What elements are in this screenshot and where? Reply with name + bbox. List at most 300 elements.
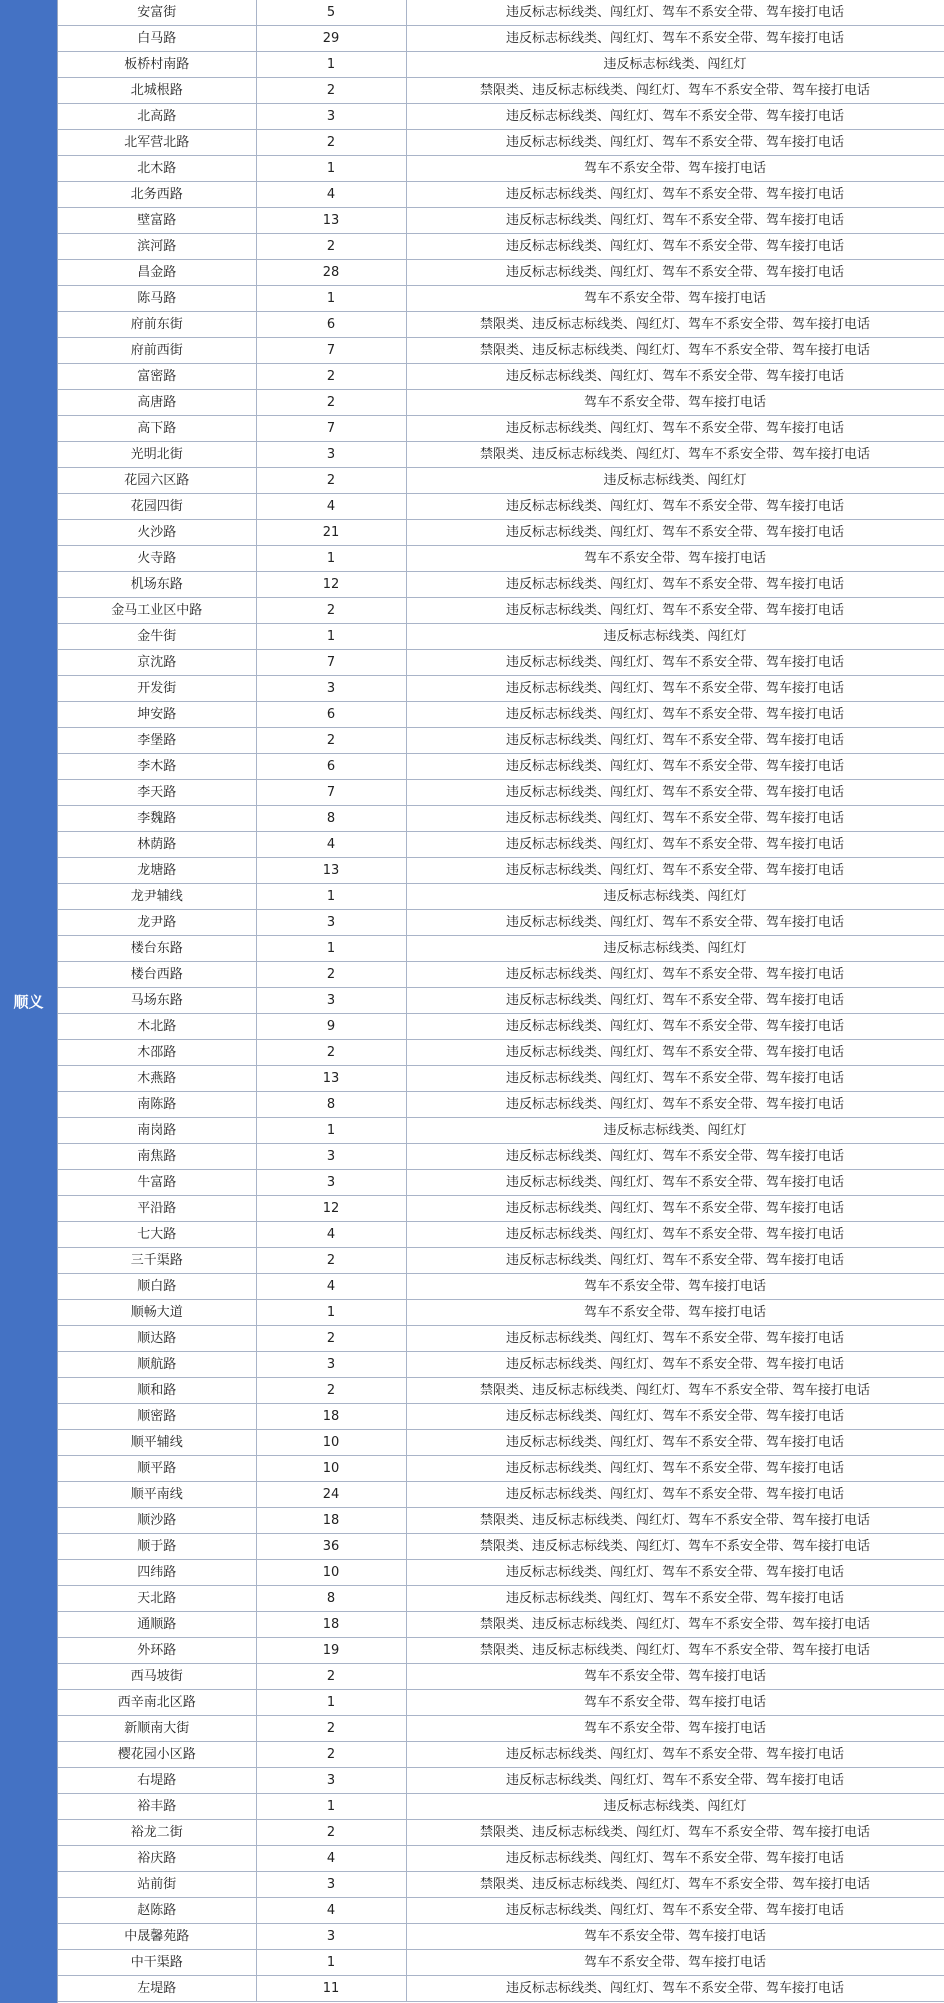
- road-name-cell: 火寺路: [58, 546, 256, 572]
- table-row: [58, 962, 944, 988]
- road-name-cell: 昌金路: [58, 260, 256, 286]
- violation-types-cell: 违反标志标线类、闯红灯、驾车不系安全带、驾车接打电话: [406, 1560, 944, 1586]
- road-name-cell: 北军营北路: [58, 130, 256, 156]
- violation-types-cell: 违反标志标线类、闯红灯: [406, 52, 944, 78]
- violation-types-cell: 违反标志标线类、闯红灯、驾车不系安全带、驾车接打电话: [406, 1898, 944, 1924]
- table-row: [58, 910, 944, 936]
- violation-count-cell: 4: [256, 1274, 406, 1300]
- violation-types-cell: 违反标志标线类、闯红灯、驾车不系安全带、驾车接打电话: [406, 1248, 944, 1274]
- table-row: [58, 832, 944, 858]
- violation-types-cell: 禁限类、违反标志标线类、闯红灯、驾车不系安全带、驾车接打电话: [406, 1820, 944, 1846]
- table-row: [58, 1300, 944, 1326]
- road-name-cell: 中晟馨苑路: [58, 1924, 256, 1950]
- table-row: [58, 1612, 944, 1638]
- table-row: [58, 1014, 944, 1040]
- violation-types-cell: 禁限类、违反标志标线类、闯红灯、驾车不系安全带、驾车接打电话: [406, 78, 944, 104]
- table-row: [58, 1482, 944, 1508]
- table-row: [58, 0, 944, 26]
- table-row: [58, 1456, 944, 1482]
- violation-types-cell: 禁限类、违反标志标线类、闯红灯、驾车不系安全带、驾车接打电话: [406, 1872, 944, 1898]
- table-row: [58, 1378, 944, 1404]
- violation-types-cell: 禁限类、违反标志标线类、闯红灯、驾车不系安全带、驾车接打电话: [406, 338, 944, 364]
- table-row: [58, 78, 944, 104]
- violation-types-cell: 违反标志标线类、闯红灯、驾车不系安全带、驾车接打电话: [406, 1768, 944, 1794]
- violation-types-cell: 违反标志标线类、闯红灯、驾车不系安全带、驾车接打电话: [406, 754, 944, 780]
- violation-types-cell: 违反标志标线类、闯红灯、驾车不系安全带、驾车接打电话: [406, 650, 944, 676]
- violation-count-cell: 2: [256, 78, 406, 104]
- violation-types-cell: 违反标志标线类、闯红灯、驾车不系安全带、驾车接打电话: [406, 1170, 944, 1196]
- road-name-cell: 顺畅大道: [58, 1300, 256, 1326]
- road-name-cell: 府前东街: [58, 312, 256, 338]
- violation-types-cell: 违反标志标线类、闯红灯、驾车不系安全带、驾车接打电话: [406, 1430, 944, 1456]
- violation-count-cell: 2: [256, 728, 406, 754]
- table-row: [58, 1274, 944, 1300]
- table-body: [58, 0, 944, 2002]
- road-name-cell: 裕丰路: [58, 1794, 256, 1820]
- violation-types-cell: 禁限类、违反标志标线类、闯红灯、驾车不系安全带、驾车接打电话: [406, 442, 944, 468]
- road-name-cell: 京沈路: [58, 650, 256, 676]
- violation-count-cell: 1: [256, 884, 406, 910]
- road-name-cell: 高唐路: [58, 390, 256, 416]
- table-row: [58, 1664, 944, 1690]
- violation-types-cell: 违反标志标线类、闯红灯、驾车不系安全带、驾车接打电话: [406, 962, 944, 988]
- violation-types-cell: 违反标志标线类、闯红灯、驾车不系安全带、驾车接打电话: [406, 208, 944, 234]
- violation-count-cell: 2: [256, 1820, 406, 1846]
- violation-count-cell: 10: [256, 1430, 406, 1456]
- table-row: [58, 676, 944, 702]
- table-row: [58, 26, 944, 52]
- road-name-cell: 通顺路: [58, 1612, 256, 1638]
- violation-count-cell: 6: [256, 754, 406, 780]
- road-name-cell: 四纬路: [58, 1560, 256, 1586]
- violation-types-cell: 驾车不系安全带、驾车接打电话: [406, 1300, 944, 1326]
- violation-types-cell: 违反标志标线类、闯红灯: [406, 468, 944, 494]
- violation-count-cell: 19: [256, 1638, 406, 1664]
- violation-count-cell: 13: [256, 858, 406, 884]
- road-name-cell: 外环路: [58, 1638, 256, 1664]
- violation-types-cell: 违反标志标线类、闯红灯、驾车不系安全带、驾车接打电话: [406, 572, 944, 598]
- violation-count-cell: 12: [256, 1196, 406, 1222]
- violation-count-cell: 1: [256, 1118, 406, 1144]
- table-row: [58, 286, 944, 312]
- road-name-cell: 顺密路: [58, 1404, 256, 1430]
- violation-types-cell: 违反标志标线类、闯红灯、驾车不系安全带、驾车接打电话: [406, 1196, 944, 1222]
- road-name-cell: 顺于路: [58, 1534, 256, 1560]
- violation-count-cell: 4: [256, 182, 406, 208]
- road-name-cell: 滨河路: [58, 234, 256, 260]
- violation-types-cell: 违反标志标线类、闯红灯、驾车不系安全带、驾车接打电话: [406, 364, 944, 390]
- violation-count-cell: 13: [256, 208, 406, 234]
- table-row: [58, 1638, 944, 1664]
- violation-types-cell: 违反标志标线类、闯红灯、驾车不系安全带、驾车接打电话: [406, 806, 944, 832]
- table-row: [58, 884, 944, 910]
- road-name-cell: 顺平辅线: [58, 1430, 256, 1456]
- violation-types-cell: 驾车不系安全带、驾车接打电话: [406, 1664, 944, 1690]
- violation-count-cell: 7: [256, 650, 406, 676]
- table-row: [58, 1716, 944, 1742]
- road-name-cell: 裕龙二街: [58, 1820, 256, 1846]
- violation-count-cell: 3: [256, 910, 406, 936]
- violation-types-cell: 违反标志标线类、闯红灯、驾车不系安全带、驾车接打电话: [406, 1742, 944, 1768]
- violation-count-cell: 1: [256, 52, 406, 78]
- road-name-cell: 李魏路: [58, 806, 256, 832]
- violation-count-cell: 3: [256, 442, 406, 468]
- violation-types-cell: 违反标志标线类、闯红灯: [406, 884, 944, 910]
- road-name-cell: 坤安路: [58, 702, 256, 728]
- violation-types-cell: 违反标志标线类、闯红灯、驾车不系安全带、驾车接打电话: [406, 598, 944, 624]
- road-name-cell: 牛富路: [58, 1170, 256, 1196]
- violation-types-cell: 禁限类、违反标志标线类、闯红灯、驾车不系安全带、驾车接打电话: [406, 1638, 944, 1664]
- road-name-cell: 李堡路: [58, 728, 256, 754]
- violation-types-cell: 禁限类、违反标志标线类、闯红灯、驾车不系安全带、驾车接打电话: [406, 1508, 944, 1534]
- table-row: [58, 1196, 944, 1222]
- violation-count-cell: 10: [256, 1560, 406, 1586]
- road-violation-table: [58, 0, 944, 2002]
- violation-types-cell: 违反标志标线类、闯红灯: [406, 1118, 944, 1144]
- violation-count-cell: 2: [256, 1742, 406, 1768]
- table-row: [58, 1846, 944, 1872]
- table-row: [58, 1222, 944, 1248]
- table-row: [58, 1534, 944, 1560]
- road-name-cell: 木燕路: [58, 1066, 256, 1092]
- violation-count-cell: 3: [256, 104, 406, 130]
- violation-types-cell: 违反标志标线类、闯红灯、驾车不系安全带、驾车接打电话: [406, 1586, 944, 1612]
- table-row: [58, 156, 944, 182]
- table-row: [58, 1976, 944, 2002]
- violation-types-cell: 违反标志标线类、闯红灯、驾车不系安全带、驾车接打电话: [406, 234, 944, 260]
- violation-count-cell: 2: [256, 468, 406, 494]
- violation-count-cell: 28: [256, 260, 406, 286]
- road-name-cell: 李木路: [58, 754, 256, 780]
- violation-types-cell: 驾车不系安全带、驾车接打电话: [406, 546, 944, 572]
- violation-types-cell: 违反标志标线类、闯红灯、驾车不系安全带、驾车接打电话: [406, 260, 944, 286]
- violation-types-cell: 驾车不系安全带、驾车接打电话: [406, 1950, 944, 1976]
- table-row: [58, 1768, 944, 1794]
- road-name-cell: 光明北街: [58, 442, 256, 468]
- road-name-cell: 赵陈路: [58, 1898, 256, 1924]
- violation-count-cell: 2: [256, 1326, 406, 1352]
- violation-count-cell: 2: [256, 1378, 406, 1404]
- table-row: [58, 390, 944, 416]
- violation-types-cell: 违反标志标线类、闯红灯、驾车不系安全带、驾车接打电话: [406, 1456, 944, 1482]
- violation-count-cell: 3: [256, 1170, 406, 1196]
- table-row: [58, 1794, 944, 1820]
- violation-count-cell: 8: [256, 1092, 406, 1118]
- violation-count-cell: 2: [256, 962, 406, 988]
- road-name-cell: 富密路: [58, 364, 256, 390]
- road-name-cell: 站前街: [58, 1872, 256, 1898]
- road-name-cell: 机场东路: [58, 572, 256, 598]
- road-name-cell: 金牛街: [58, 624, 256, 650]
- violation-types-cell: 违反标志标线类、闯红灯、驾车不系安全带、驾车接打电话: [406, 520, 944, 546]
- violation-count-cell: 5: [256, 0, 406, 26]
- violation-count-cell: 13: [256, 1066, 406, 1092]
- road-name-cell: 安富街: [58, 0, 256, 26]
- violation-types-cell: 违反标志标线类、闯红灯、驾车不系安全带、驾车接打电话: [406, 1326, 944, 1352]
- road-name-cell: 龙尹路: [58, 910, 256, 936]
- road-name-cell: 楼台东路: [58, 936, 256, 962]
- road-name-cell: 壁富路: [58, 208, 256, 234]
- violation-types-cell: 违反标志标线类、闯红灯: [406, 936, 944, 962]
- table-row: [58, 546, 944, 572]
- road-name-cell: 西马坡街: [58, 1664, 256, 1690]
- violation-count-cell: 6: [256, 702, 406, 728]
- violation-count-cell: 2: [256, 1248, 406, 1274]
- violation-types-cell: 违反标志标线类、闯红灯、驾车不系安全带、驾车接打电话: [406, 1014, 944, 1040]
- table-row: [58, 130, 944, 156]
- violation-types-cell: 违反标志标线类、闯红灯、驾车不系安全带、驾车接打电话: [406, 676, 944, 702]
- violation-count-cell: 2: [256, 1040, 406, 1066]
- violation-count-cell: 2: [256, 364, 406, 390]
- violation-count-cell: 12: [256, 572, 406, 598]
- table-row: [58, 1092, 944, 1118]
- violation-count-cell: 18: [256, 1612, 406, 1638]
- violation-count-cell: 8: [256, 1586, 406, 1612]
- table-row: [58, 598, 944, 624]
- road-name-cell: 板桥村南路: [58, 52, 256, 78]
- table-row: [58, 858, 944, 884]
- road-name-cell: 中干渠路: [58, 1950, 256, 1976]
- table-row: [58, 234, 944, 260]
- violation-types-cell: 禁限类、违反标志标线类、闯红灯、驾车不系安全带、驾车接打电话: [406, 1534, 944, 1560]
- road-name-cell: 裕庆路: [58, 1846, 256, 1872]
- violation-types-cell: 禁限类、违反标志标线类、闯红灯、驾车不系安全带、驾车接打电话: [406, 1612, 944, 1638]
- road-name-cell: 顺平南线: [58, 1482, 256, 1508]
- table-row: [58, 572, 944, 598]
- violation-count-cell: 3: [256, 1872, 406, 1898]
- table-row: [58, 338, 944, 364]
- violation-types-cell: 违反标志标线类、闯红灯、驾车不系安全带、驾车接打电话: [406, 1222, 944, 1248]
- table-row: [58, 1820, 944, 1846]
- violation-types-cell: 违反标志标线类、闯红灯、驾车不系安全带、驾车接打电话: [406, 1846, 944, 1872]
- road-name-cell: 南岗路: [58, 1118, 256, 1144]
- road-name-cell: 府前西街: [58, 338, 256, 364]
- violation-types-cell: 禁限类、违反标志标线类、闯红灯、驾车不系安全带、驾车接打电话: [406, 1378, 944, 1404]
- table-row: [58, 494, 944, 520]
- violation-count-cell: 1: [256, 1300, 406, 1326]
- violation-count-cell: 3: [256, 988, 406, 1014]
- violation-count-cell: 1: [256, 1690, 406, 1716]
- violation-types-cell: 违反标志标线类、闯红灯、驾车不系安全带、驾车接打电话: [406, 1976, 944, 2002]
- violation-types-cell: 禁限类、违反标志标线类、闯红灯、驾车不系安全带、驾车接打电话: [406, 312, 944, 338]
- violation-types-cell: 违反标志标线类、闯红灯: [406, 624, 944, 650]
- violation-types-cell: 违反标志标线类、闯红灯、驾车不系安全带、驾车接打电话: [406, 26, 944, 52]
- violation-count-cell: 4: [256, 494, 406, 520]
- violation-count-cell: 7: [256, 338, 406, 364]
- table-row: [58, 936, 944, 962]
- road-name-cell: 马场东路: [58, 988, 256, 1014]
- violation-count-cell: 4: [256, 1898, 406, 1924]
- violation-count-cell: 4: [256, 832, 406, 858]
- violation-count-cell: 18: [256, 1404, 406, 1430]
- road-name-cell: 天北路: [58, 1586, 256, 1612]
- violation-count-cell: 4: [256, 1846, 406, 1872]
- table-row: [58, 1950, 944, 1976]
- table-row: [58, 728, 944, 754]
- violation-types-cell: 违反标志标线类、闯红灯、驾车不系安全带、驾车接打电话: [406, 1482, 944, 1508]
- table-row: [58, 1508, 944, 1534]
- violation-count-cell: 9: [256, 1014, 406, 1040]
- violation-count-cell: 36: [256, 1534, 406, 1560]
- road-name-cell: 龙塘路: [58, 858, 256, 884]
- violation-count-cell: 2: [256, 598, 406, 624]
- road-name-cell: 北高路: [58, 104, 256, 130]
- violation-types-cell: 违反标志标线类、闯红灯、驾车不系安全带、驾车接打电话: [406, 104, 944, 130]
- violation-types-cell: 违反标志标线类、闯红灯、驾车不系安全带、驾车接打电话: [406, 988, 944, 1014]
- table-row: [58, 208, 944, 234]
- table-row: [58, 1742, 944, 1768]
- table-row: [58, 1040, 944, 1066]
- violation-types-cell: 驾车不系安全带、驾车接打电话: [406, 390, 944, 416]
- road-name-cell: 三千渠路: [58, 1248, 256, 1274]
- violation-count-cell: 10: [256, 1456, 406, 1482]
- violation-types-cell: 违反标志标线类、闯红灯、驾车不系安全带、驾车接打电话: [406, 780, 944, 806]
- table-row: [58, 1066, 944, 1092]
- violation-count-cell: 18: [256, 1508, 406, 1534]
- table-row: [58, 442, 944, 468]
- road-name-cell: 顺白路: [58, 1274, 256, 1300]
- violation-count-cell: 8: [256, 806, 406, 832]
- road-name-cell: 龙尹辅线: [58, 884, 256, 910]
- road-name-cell: 西辛南北区路: [58, 1690, 256, 1716]
- violation-count-cell: 1: [256, 286, 406, 312]
- violation-types-cell: 违反标志标线类、闯红灯、驾车不系安全带、驾车接打电话: [406, 1066, 944, 1092]
- road-name-cell: 白马路: [58, 26, 256, 52]
- table-row: [58, 650, 944, 676]
- road-name-cell: 右堤路: [58, 1768, 256, 1794]
- road-name-cell: 顺航路: [58, 1352, 256, 1378]
- violation-count-cell: 2: [256, 390, 406, 416]
- violation-types-cell: 违反标志标线类、闯红灯、驾车不系安全带、驾车接打电话: [406, 728, 944, 754]
- road-name-cell: 南陈路: [58, 1092, 256, 1118]
- violation-count-cell: 3: [256, 676, 406, 702]
- violation-count-cell: 2: [256, 1664, 406, 1690]
- violation-types-cell: 违反标志标线类、闯红灯、驾车不系安全带、驾车接打电话: [406, 0, 944, 26]
- road-name-cell: 林荫路: [58, 832, 256, 858]
- table-row: [58, 1586, 944, 1612]
- violation-count-cell: 1: [256, 156, 406, 182]
- table-row: [58, 1352, 944, 1378]
- table-row: [58, 416, 944, 442]
- violation-types-cell: 驾车不系安全带、驾车接打电话: [406, 286, 944, 312]
- violation-count-cell: 3: [256, 1144, 406, 1170]
- road-name-cell: 花园六区路: [58, 468, 256, 494]
- violation-types-cell: 违反标志标线类、闯红灯: [406, 1794, 944, 1820]
- table-row: [58, 1404, 944, 1430]
- violation-count-cell: 4: [256, 1222, 406, 1248]
- violation-types-cell: 违反标志标线类、闯红灯、驾车不系安全带、驾车接打电话: [406, 130, 944, 156]
- table-row: [58, 1430, 944, 1456]
- table-row: [58, 182, 944, 208]
- violation-types-cell: 违反标志标线类、闯红灯、驾车不系安全带、驾车接打电话: [406, 1404, 944, 1430]
- road-name-cell: 火沙路: [58, 520, 256, 546]
- violation-types-cell: 违反标志标线类、闯红灯、驾车不系安全带、驾车接打电话: [406, 832, 944, 858]
- road-name-cell: 木北路: [58, 1014, 256, 1040]
- road-name-cell: 北务西路: [58, 182, 256, 208]
- violation-count-cell: 7: [256, 780, 406, 806]
- violation-types-cell: 违反标志标线类、闯红灯、驾车不系安全带、驾车接打电话: [406, 1144, 944, 1170]
- table-row: [58, 312, 944, 338]
- violation-types-cell: 违反标志标线类、闯红灯、驾车不系安全带、驾车接打电话: [406, 1092, 944, 1118]
- table-row: [58, 52, 944, 78]
- table-row: [58, 1326, 944, 1352]
- table-row: [58, 806, 944, 832]
- violation-types-cell: 违反标志标线类、闯红灯、驾车不系安全带、驾车接打电话: [406, 182, 944, 208]
- table-row: [58, 520, 944, 546]
- road-name-cell: 花园四街: [58, 494, 256, 520]
- road-name-cell: 顺和路: [58, 1378, 256, 1404]
- violation-count-cell: 11: [256, 1976, 406, 2002]
- violation-count-cell: 3: [256, 1352, 406, 1378]
- violation-types-cell: 驾车不系安全带、驾车接打电话: [406, 1274, 944, 1300]
- table-row: [58, 104, 944, 130]
- violation-count-cell: 1: [256, 1794, 406, 1820]
- table-row: [58, 754, 944, 780]
- table-row: [58, 1170, 944, 1196]
- road-name-cell: 新顺南大街: [58, 1716, 256, 1742]
- violation-count-cell: 1: [256, 1950, 406, 1976]
- road-name-cell: 开发街: [58, 676, 256, 702]
- violation-count-cell: 2: [256, 234, 406, 260]
- violation-types-cell: 违反标志标线类、闯红灯、驾车不系安全带、驾车接打电话: [406, 416, 944, 442]
- road-name-cell: 七大路: [58, 1222, 256, 1248]
- table-row: [58, 260, 944, 286]
- road-name-cell: 北木路: [58, 156, 256, 182]
- road-name-cell: 顺沙路: [58, 1508, 256, 1534]
- violation-count-cell: 2: [256, 130, 406, 156]
- table-row: [58, 1898, 944, 1924]
- table-row: [58, 468, 944, 494]
- road-name-cell: 南焦路: [58, 1144, 256, 1170]
- violation-count-cell: 6: [256, 312, 406, 338]
- violation-count-cell: 1: [256, 624, 406, 650]
- road-name-cell: 李天路: [58, 780, 256, 806]
- table-row: [58, 780, 944, 806]
- violation-types-cell: 驾车不系安全带、驾车接打电话: [406, 1690, 944, 1716]
- violation-count-cell: 3: [256, 1924, 406, 1950]
- road-name-cell: 樱花园小区路: [58, 1742, 256, 1768]
- table-row: [58, 988, 944, 1014]
- violation-types-cell: 违反标志标线类、闯红灯、驾车不系安全带、驾车接打电话: [406, 858, 944, 884]
- table-row: [58, 1118, 944, 1144]
- table-row: [58, 1924, 944, 1950]
- violation-count-cell: 21: [256, 520, 406, 546]
- road-name-cell: 北城根路: [58, 78, 256, 104]
- road-name-cell: 楼台西路: [58, 962, 256, 988]
- violation-types-cell: 驾车不系安全带、驾车接打电话: [406, 156, 944, 182]
- road-name-cell: 木邵路: [58, 1040, 256, 1066]
- district-cell: 顺义: [0, 0, 58, 2003]
- violation-count-cell: 1: [256, 936, 406, 962]
- violation-types-cell: 违反标志标线类、闯红灯、驾车不系安全带、驾车接打电话: [406, 1352, 944, 1378]
- violation-types-cell: 违反标志标线类、闯红灯、驾车不系安全带、驾车接打电话: [406, 702, 944, 728]
- table-row: [58, 1144, 944, 1170]
- road-name-cell: 顺达路: [58, 1326, 256, 1352]
- table-row: [58, 364, 944, 390]
- violation-count-cell: 7: [256, 416, 406, 442]
- violation-count-cell: 29: [256, 26, 406, 52]
- table-row: [58, 1248, 944, 1274]
- violation-count-cell: 1: [256, 546, 406, 572]
- violation-types-cell: 驾车不系安全带、驾车接打电话: [406, 1716, 944, 1742]
- table-row: [58, 1560, 944, 1586]
- road-name-cell: 金马工业区中路: [58, 598, 256, 624]
- violation-count-cell: 3: [256, 1768, 406, 1794]
- violation-count-cell: 2: [256, 1716, 406, 1742]
- violation-types-cell: 违反标志标线类、闯红灯、驾车不系安全带、驾车接打电话: [406, 1040, 944, 1066]
- road-name-cell: 陈马路: [58, 286, 256, 312]
- table-row: [58, 624, 944, 650]
